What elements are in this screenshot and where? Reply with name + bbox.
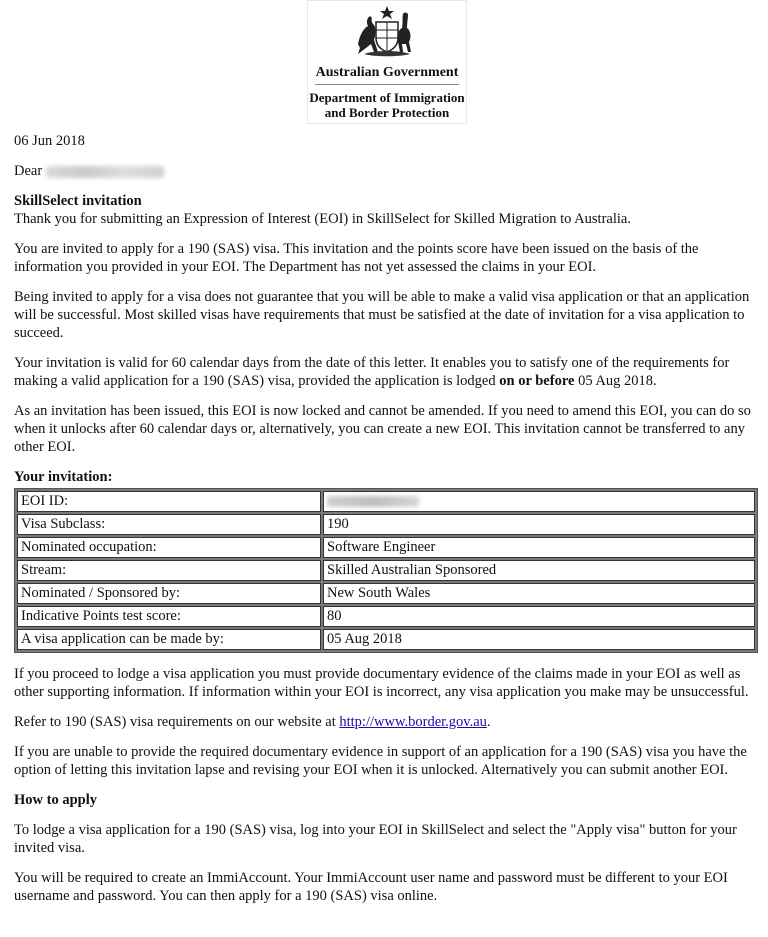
salutation: [14, 162, 758, 180]
table-row: [17, 583, 755, 604]
redacted-recipient-name: [46, 166, 164, 178]
table-row: [17, 514, 755, 535]
validity-emphasis: on or before: [499, 373, 575, 389]
locked-paragraph: As an invitation has been issued, this EOI is now locked and cannot be amended. If you need to amend this EOI, you can do so when it unlocks after 60 calendar days or, alternatively, you can create a new EOI. This invitation cannot be transferred to any other EOI.: [14, 403, 751, 455]
validity-text-b: 05 Aug 2018.: [574, 373, 657, 389]
row-label: A visa application can be made by:: [17, 629, 321, 650]
table-row: [17, 537, 755, 558]
salutation-text: Dear: [14, 163, 43, 179]
how-to-apply-heading: How to apply: [14, 792, 97, 808]
letterhead: [307, 0, 467, 124]
row-value: 05 Aug 2018: [323, 629, 755, 650]
row-value: Skilled Australian Sponsored: [323, 560, 755, 581]
your-invitation-heading: Your invitation:: [14, 469, 113, 485]
refer-paragraph: [14, 713, 758, 731]
unable-paragraph: If you are unable to provide the required documentary evidence in support of an application for a 190 (SAS) visa you have the option of letting this invitation lapse and revising your EOI when it is unlocked. Alternatively you can submit another EOI.: [14, 744, 747, 778]
invited-paragraph: You are invited to apply for a 190 (SAS) visa. This invitation and the points score have been issued on the basis of the information you provided in your EOI. The Department has not yet assessed the claims in your EOI.: [14, 241, 699, 275]
row-label: Nominated / Sponsored by:: [17, 583, 321, 604]
intro-paragraph: Thank you for submitting an Expression of Interest (EOI) in SkillSelect for Skilled Migration to Australia.: [14, 211, 631, 227]
table-row: [17, 629, 755, 650]
row-value: New South Wales: [323, 583, 755, 604]
row-label: EOI ID:: [17, 491, 321, 512]
row-label: Visa Subclass:: [17, 514, 321, 535]
refer-text-b: .: [486, 714, 491, 730]
validity-paragraph: [14, 354, 758, 390]
redacted-eoi-id: [327, 496, 419, 507]
letter-date: 06 Jun 2018: [14, 133, 85, 149]
letter-body: [14, 132, 758, 917]
government-name: Australian Government: [315, 65, 459, 80]
evidence-paragraph: If you proceed to lodge a visa application you must provide documentary evidence of the claims made in your EOI as well as other supporting information. If information within your EOI is incorrect, any visa application you make may be unsuccessful.: [14, 666, 749, 700]
row-label: Nominated occupation:: [17, 537, 321, 558]
invitation-heading: SkillSelect invitation: [14, 193, 142, 209]
refer-text-a: Refer to 190 (SAS) visa requirements on our website at: [14, 714, 340, 730]
coat-of-arms-icon: [350, 4, 424, 58]
row-value: Software Engineer: [323, 537, 755, 558]
row-label: Stream:: [17, 560, 321, 581]
table-row: [17, 606, 755, 627]
department-line-2: and Border Protection: [324, 105, 450, 120]
row-value: 80: [323, 606, 755, 627]
department-name: [307, 90, 467, 120]
row-value-redacted: [323, 491, 755, 512]
guarantee-paragraph: Being invited to apply for a visa does not guarantee that you will be able to make a valid visa application or that an application will be successful. Most skilled visas have requirements that must be satisfied at the date of invitation for a visa application to succeed.: [14, 289, 750, 341]
validity-text-a: Your invitation is valid for 60 calendar days from the date of this letter. It enables you to satisfy one of the requirements for making a valid application for a 190 (SAS) visa, provided the application is lodged: [14, 355, 730, 389]
immiaccount-paragraph: You will be required to create an ImmiAccount. Your ImmiAccount user name and password must be different to your EOI username and password. You can then apply for a 190 (SAS) visa online.: [14, 870, 728, 904]
row-value: 190: [323, 514, 755, 535]
table-row: [17, 491, 755, 512]
row-label: Indicative Points test score:: [17, 606, 321, 627]
table-row: [17, 560, 755, 581]
letterhead-divider: [315, 84, 459, 85]
border-website-link[interactable]: http://www.border.gov.au: [339, 714, 487, 730]
lodge-paragraph: To lodge a visa application for a 190 (SAS) visa, log into your EOI in SkillSelect and select the "Apply visa" button for your invited visa.: [14, 822, 737, 856]
department-line-1: Department of Immigration: [309, 90, 465, 105]
invitation-table: [14, 488, 758, 653]
